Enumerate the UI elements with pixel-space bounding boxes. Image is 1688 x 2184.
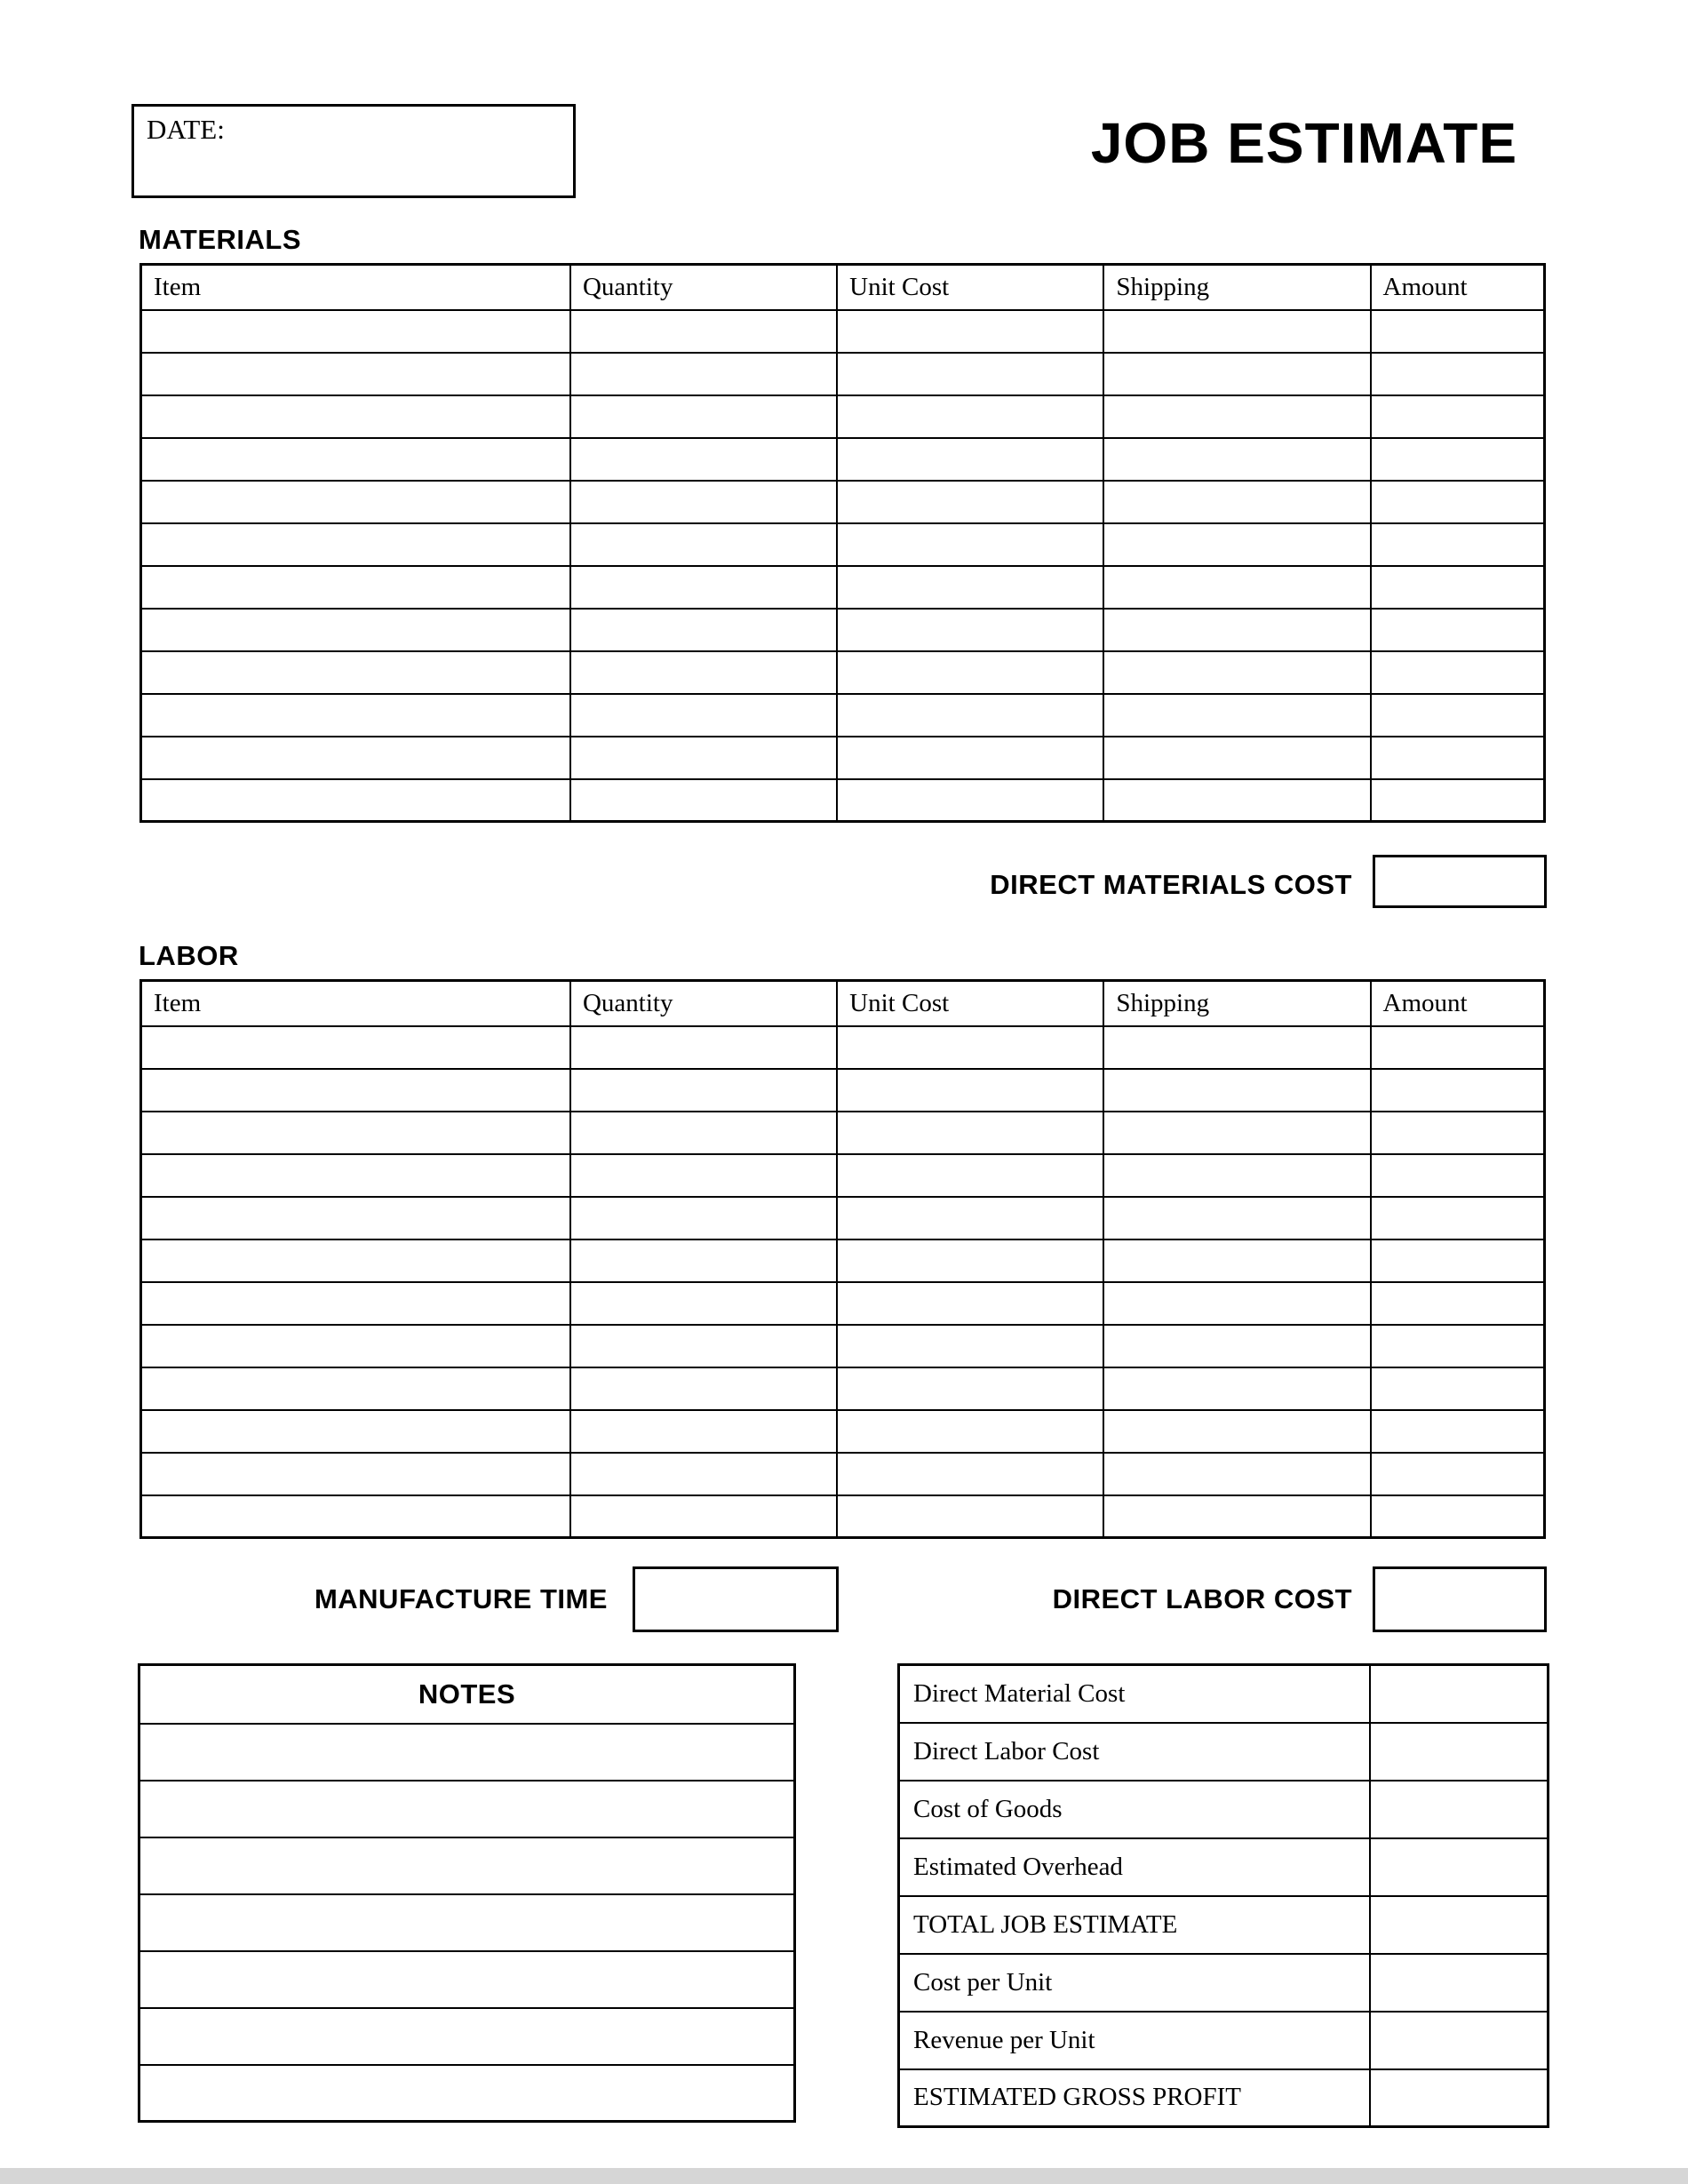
labor-cell-amount[interactable]	[1371, 1026, 1545, 1069]
materials-cell-item[interactable]	[141, 651, 570, 694]
summary-label: TOTAL JOB ESTIMATE	[899, 1896, 1370, 1954]
materials-table	[139, 263, 1546, 823]
materials-cell-shipping[interactable]	[1103, 779, 1370, 822]
materials-cell-quantity[interactable]	[570, 523, 837, 566]
direct-materials-cost-label: DIRECT MATERIALS COST	[990, 869, 1352, 900]
materials-cell-amount[interactable]	[1371, 651, 1545, 694]
labor-cell-item[interactable]	[141, 1367, 570, 1410]
notes-label: NOTES	[139, 1665, 795, 1724]
summary-row-revenue-per-unit	[899, 2012, 1549, 2069]
materials-cell-shipping[interactable]	[1103, 310, 1370, 353]
labor-cell-quantity[interactable]	[570, 1282, 837, 1325]
labor-cell-unit-cost[interactable]	[837, 1325, 1103, 1367]
labor-table	[139, 979, 1546, 1539]
labor-cell-unit-cost[interactable]	[837, 1239, 1103, 1282]
materials-row	[141, 779, 1545, 822]
labor-column-header-amount: Amount	[1371, 981, 1545, 1026]
summary-value-field[interactable]	[1370, 2069, 1549, 2127]
materials-cell-amount[interactable]	[1371, 438, 1545, 481]
labor-cell-quantity[interactable]	[570, 1197, 837, 1239]
labor-row	[141, 1069, 1545, 1112]
materials-row	[141, 481, 1545, 523]
materials-cell-unit-cost[interactable]	[837, 566, 1103, 609]
labor-cell-unit-cost[interactable]	[837, 1026, 1103, 1069]
labor-cell-quantity[interactable]	[570, 1069, 837, 1112]
labor-row	[141, 1453, 1545, 1495]
labor-cell-unit-cost[interactable]	[837, 1367, 1103, 1410]
labor-cell-amount[interactable]	[1371, 1112, 1545, 1154]
materials-row	[141, 651, 1545, 694]
notes-row	[139, 1724, 795, 1781]
labor-cell-quantity[interactable]	[570, 1112, 837, 1154]
notes-cell[interactable]	[139, 2008, 795, 2065]
labor-cell-amount[interactable]	[1371, 1495, 1545, 1538]
materials-cell-unit-cost[interactable]	[837, 609, 1103, 651]
materials-cell-unit-cost[interactable]	[837, 523, 1103, 566]
materials-cell-amount[interactable]	[1371, 395, 1545, 438]
labor-cell-quantity[interactable]	[570, 1154, 837, 1197]
materials-cell-amount[interactable]	[1371, 353, 1545, 395]
labor-cell-shipping[interactable]	[1103, 1197, 1370, 1239]
materials-cell-shipping[interactable]	[1103, 737, 1370, 779]
labor-cell-shipping[interactable]	[1103, 1239, 1370, 1282]
summary-row-estimated-gross-profit	[899, 2069, 1549, 2127]
job-summary-table	[897, 1663, 1549, 2128]
summary-row-direct-labor-cost	[899, 1723, 1549, 1781]
summary-row-estimated-overhead	[899, 1838, 1549, 1896]
labor-cell-item[interactable]	[141, 1154, 570, 1197]
notes-row	[139, 1837, 795, 1894]
materials-cell-amount[interactable]	[1371, 609, 1545, 651]
materials-row	[141, 609, 1545, 651]
materials-cell-shipping[interactable]	[1103, 523, 1370, 566]
labor-cell-unit-cost[interactable]	[837, 1282, 1103, 1325]
materials-cell-unit-cost[interactable]	[837, 779, 1103, 822]
materials-cell-unit-cost[interactable]	[837, 438, 1103, 481]
materials-cell-shipping[interactable]	[1103, 694, 1370, 737]
summary-label: Revenue per Unit	[899, 2012, 1370, 2069]
manufacture-time-field[interactable]	[633, 1566, 839, 1632]
labor-cell-amount[interactable]	[1371, 1282, 1545, 1325]
materials-cell-unit-cost[interactable]	[837, 310, 1103, 353]
materials-cell-item[interactable]	[141, 310, 570, 353]
notes-row	[139, 1894, 795, 1951]
notes-cell[interactable]	[139, 1724, 795, 1781]
labor-cell-quantity[interactable]	[570, 1325, 837, 1367]
labor-row	[141, 1239, 1545, 1282]
labor-cell-item[interactable]	[141, 1495, 570, 1538]
notes-cell[interactable]	[139, 1781, 795, 1837]
notes-cell[interactable]	[139, 2065, 795, 2122]
materials-column-header-item: Item	[141, 265, 570, 310]
direct-labor-cost-label: DIRECT LABOR COST	[1052, 1583, 1352, 1614]
materials-cell-quantity[interactable]	[570, 737, 837, 779]
materials-column-header-quantity: Quantity	[570, 265, 837, 310]
labor-cell-shipping[interactable]	[1103, 1325, 1370, 1367]
date-field[interactable]	[131, 104, 576, 198]
labor-cell-shipping[interactable]	[1103, 1069, 1370, 1112]
labor-cell-shipping[interactable]	[1103, 1026, 1370, 1069]
labor-cell-quantity[interactable]	[570, 1453, 837, 1495]
materials-column-header-amount: Amount	[1371, 265, 1545, 310]
scan-edge	[0, 2168, 1688, 2184]
materials-cell-shipping[interactable]	[1103, 481, 1370, 523]
labor-cell-amount[interactable]	[1371, 1069, 1545, 1112]
materials-row	[141, 737, 1545, 779]
materials-row	[141, 310, 1545, 353]
labor-cell-item[interactable]	[141, 1069, 570, 1112]
notes-cell[interactable]	[139, 1951, 795, 2008]
materials-cell-shipping[interactable]	[1103, 566, 1370, 609]
notes-row	[139, 2065, 795, 2122]
date-label: DATE:	[147, 114, 225, 145]
labor-cell-shipping[interactable]	[1103, 1410, 1370, 1453]
summary-row-total-job-estimate	[899, 1896, 1549, 1954]
materials-cell-quantity[interactable]	[570, 651, 837, 694]
labor-cell-amount[interactable]	[1371, 1453, 1545, 1495]
materials-column-header-shipping: Shipping	[1103, 265, 1370, 310]
labor-column-header-unit-cost: Unit Cost	[837, 981, 1103, 1026]
notes-cell[interactable]	[139, 1894, 795, 1951]
materials-cell-amount[interactable]	[1371, 566, 1545, 609]
summary-value-field[interactable]	[1370, 1896, 1549, 1954]
summary-value-field[interactable]	[1370, 1954, 1549, 2012]
labor-cell-unit-cost[interactable]	[837, 1112, 1103, 1154]
labor-cell-unit-cost[interactable]	[837, 1154, 1103, 1197]
labor-header-row	[141, 981, 1545, 1026]
summary-label: Direct Material Cost	[899, 1665, 1370, 1723]
materials-cell-item[interactable]	[141, 395, 570, 438]
notes-cell[interactable]	[139, 1837, 795, 1894]
materials-column-header-unit-cost: Unit Cost	[837, 265, 1103, 310]
materials-cell-quantity[interactable]	[570, 310, 837, 353]
materials-cell-item[interactable]	[141, 438, 570, 481]
summary-label: Cost of Goods	[899, 1781, 1370, 1838]
materials-cell-quantity[interactable]	[570, 353, 837, 395]
materials-section-label: MATERIALS	[139, 224, 302, 255]
labor-cell-amount[interactable]	[1371, 1154, 1545, 1197]
labor-row	[141, 1410, 1545, 1453]
labor-cell-unit-cost[interactable]	[837, 1197, 1103, 1239]
materials-cell-item[interactable]	[141, 609, 570, 651]
labor-cell-quantity[interactable]	[570, 1239, 837, 1282]
summary-label: Direct Labor Cost	[899, 1723, 1370, 1781]
labor-row	[141, 1495, 1545, 1538]
labor-cell-quantity[interactable]	[570, 1026, 837, 1069]
materials-cell-amount[interactable]	[1371, 779, 1545, 822]
notes-row	[139, 1951, 795, 2008]
manufacture-time-label: MANUFACTURE TIME	[314, 1583, 608, 1614]
labor-section-label: LABOR	[139, 940, 239, 971]
materials-cell-unit-cost[interactable]	[837, 395, 1103, 438]
materials-cell-shipping[interactable]	[1103, 651, 1370, 694]
materials-row	[141, 523, 1545, 566]
labor-row	[141, 1197, 1545, 1239]
materials-cell-shipping[interactable]	[1103, 438, 1370, 481]
page-title: JOB ESTIMATE	[1090, 111, 1517, 175]
materials-row	[141, 438, 1545, 481]
labor-column-header-quantity: Quantity	[570, 981, 837, 1026]
materials-cell-quantity[interactable]	[570, 694, 837, 737]
materials-row	[141, 395, 1545, 438]
summary-value-field[interactable]	[1370, 1781, 1549, 1838]
summary-row-cost-of-goods	[899, 1781, 1549, 1838]
labor-cell-amount[interactable]	[1371, 1367, 1545, 1410]
summary-row-direct-material-cost	[899, 1665, 1549, 1723]
notes-header-row	[139, 1665, 795, 1724]
materials-cell-quantity[interactable]	[570, 438, 837, 481]
labor-cell-shipping[interactable]	[1103, 1154, 1370, 1197]
labor-cell-item[interactable]	[141, 1197, 570, 1239]
materials-cell-quantity[interactable]	[570, 395, 837, 438]
labor-cell-item[interactable]	[141, 1453, 570, 1495]
summary-value-field[interactable]	[1370, 2012, 1549, 2069]
labor-cell-unit-cost[interactable]	[837, 1453, 1103, 1495]
materials-cell-quantity[interactable]	[570, 566, 837, 609]
materials-cell-amount[interactable]	[1371, 737, 1545, 779]
materials-cell-amount[interactable]	[1371, 523, 1545, 566]
labor-cell-amount[interactable]	[1371, 1197, 1545, 1239]
materials-cell-item[interactable]	[141, 566, 570, 609]
notes-row	[139, 1781, 795, 1837]
summary-label: Estimated Overhead	[899, 1838, 1370, 1896]
materials-cell-unit-cost[interactable]	[837, 694, 1103, 737]
materials-cell-unit-cost[interactable]	[837, 353, 1103, 395]
labor-row	[141, 1282, 1545, 1325]
labor-cell-amount[interactable]	[1371, 1325, 1545, 1367]
direct-labor-cost-field[interactable]	[1373, 1566, 1547, 1632]
labor-cell-item[interactable]	[141, 1239, 570, 1282]
materials-cell-shipping[interactable]	[1103, 395, 1370, 438]
labor-cell-quantity[interactable]	[570, 1495, 837, 1538]
labor-column-header-item: Item	[141, 981, 570, 1026]
materials-cell-unit-cost[interactable]	[837, 651, 1103, 694]
labor-cell-item[interactable]	[141, 1410, 570, 1453]
materials-cell-amount[interactable]	[1371, 481, 1545, 523]
materials-row	[141, 566, 1545, 609]
labor-cell-shipping[interactable]	[1103, 1453, 1370, 1495]
materials-cell-item[interactable]	[141, 779, 570, 822]
labor-cell-amount[interactable]	[1371, 1239, 1545, 1282]
summary-row-cost-per-unit	[899, 1954, 1549, 2012]
summary-label: ESTIMATED GROSS PROFIT	[899, 2069, 1370, 2127]
direct-materials-cost-field[interactable]	[1373, 855, 1547, 908]
labor-cell-amount[interactable]	[1371, 1410, 1545, 1453]
labor-row	[141, 1367, 1545, 1410]
summary-label: Cost per Unit	[899, 1954, 1370, 2012]
labor-cell-quantity[interactable]	[570, 1410, 837, 1453]
materials-row	[141, 694, 1545, 737]
labor-row	[141, 1154, 1545, 1197]
labor-row	[141, 1026, 1545, 1069]
labor-cell-shipping[interactable]	[1103, 1367, 1370, 1410]
materials-row	[141, 353, 1545, 395]
notes-row	[139, 2008, 795, 2065]
materials-cell-quantity[interactable]	[570, 779, 837, 822]
summary-value-field[interactable]	[1370, 1665, 1549, 1723]
materials-cell-item[interactable]	[141, 694, 570, 737]
materials-cell-quantity[interactable]	[570, 481, 837, 523]
materials-header-row	[141, 265, 1545, 310]
labor-cell-item[interactable]	[141, 1325, 570, 1367]
labor-cell-item[interactable]	[141, 1026, 570, 1069]
labor-cell-unit-cost[interactable]	[837, 1069, 1103, 1112]
materials-cell-unit-cost[interactable]	[837, 481, 1103, 523]
labor-cell-unit-cost[interactable]	[837, 1495, 1103, 1538]
materials-cell-item[interactable]	[141, 481, 570, 523]
materials-cell-shipping[interactable]	[1103, 609, 1370, 651]
labor-cell-shipping[interactable]	[1103, 1495, 1370, 1538]
summary-value-field[interactable]	[1370, 1723, 1549, 1781]
labor-cell-item[interactable]	[141, 1112, 570, 1154]
materials-cell-shipping[interactable]	[1103, 353, 1370, 395]
materials-cell-item[interactable]	[141, 737, 570, 779]
summary-value-field[interactable]	[1370, 1838, 1549, 1896]
materials-cell-unit-cost[interactable]	[837, 737, 1103, 779]
labor-cell-unit-cost[interactable]	[837, 1410, 1103, 1453]
materials-cell-amount[interactable]	[1371, 694, 1545, 737]
materials-cell-item[interactable]	[141, 353, 570, 395]
materials-cell-quantity[interactable]	[570, 609, 837, 651]
labor-cell-quantity[interactable]	[570, 1367, 837, 1410]
materials-cell-item[interactable]	[141, 523, 570, 566]
notes-table	[138, 1663, 796, 2123]
labor-row	[141, 1325, 1545, 1367]
labor-row	[141, 1112, 1545, 1154]
labor-cell-item[interactable]	[141, 1282, 570, 1325]
labor-cell-shipping[interactable]	[1103, 1112, 1370, 1154]
labor-column-header-shipping: Shipping	[1103, 981, 1370, 1026]
materials-cell-amount[interactable]	[1371, 310, 1545, 353]
labor-cell-shipping[interactable]	[1103, 1282, 1370, 1325]
